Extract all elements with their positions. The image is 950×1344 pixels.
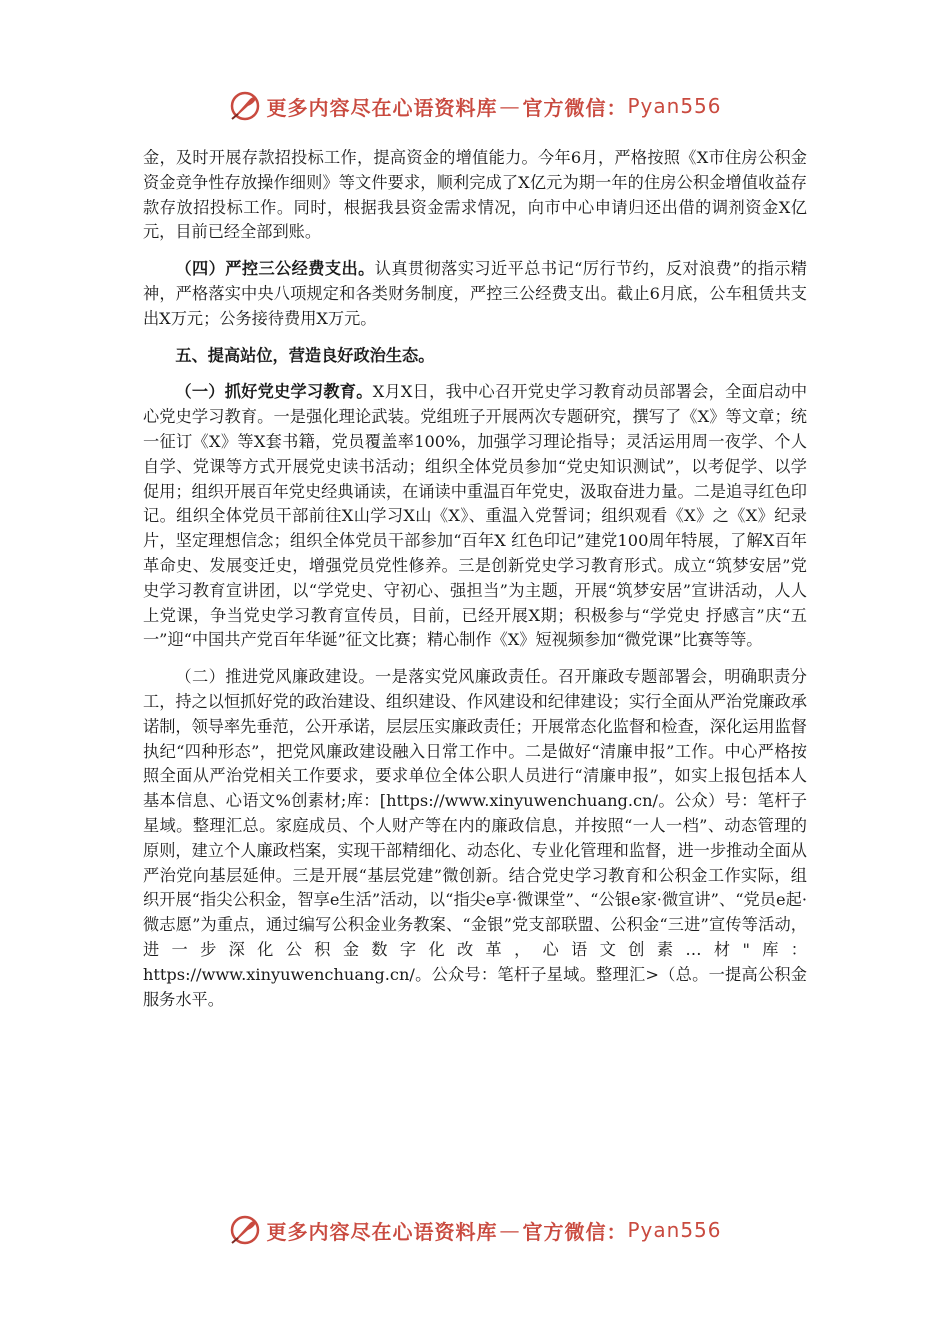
paragraph-heading: （四）严控三公经费支出。 [175,259,375,279]
paragraph-text: 认真贯彻落实习近平总书记“厉行节约，反对浪费”的指示精神，严格落实中央八项规定和各类财务制度，严控三公经费支出。截止6月底，公车租赁共支出X万元；公务接待费用X万元。 [143,259,807,328]
banner-wechat-id: Pyan556 [627,94,722,118]
footer-watermark-banner [0,1210,950,1250]
section-heading: 五、提高站位，营造良好政治生态。 [175,345,435,365]
banner-wechat-label: 官方微信： [522,1219,628,1244]
header-watermark-banner [0,86,950,126]
paragraph-heading: （一）抓好党史学习教育。 [175,382,373,402]
paragraph-party-history [143,380,807,653]
document-body [143,146,807,1024]
banner-wechat-id: Pyan556 [627,1218,722,1242]
banner-title: 更多内容尽在心语资料库 [266,95,498,120]
quill-logo-icon [228,1213,262,1247]
banner-title: 更多内容尽在心语资料库 [266,1219,498,1244]
paragraph-expenses [143,257,807,331]
banner-separator: — [499,94,521,118]
quill-logo-icon [228,89,262,123]
paragraph-text: X月X日，我中心召开党史学习教育动员部署会，全面启动中心党史学习教育。一是强化理论武装。党组班子开展两次专题研究，撰写了《X》等文章；统一征订《X》等X套书籍，党员覆盖率100%，加强学习理论指导；灵活运用周一夜学、个人自学、党课等方式开展党史读书活动；组织全体党员参加“党史知识测试”，以考促学、以学促用；组织开展百年党史经典诵读，在诵读中重温百年党史，汲取奋进力量。二是追寻红色印记。组织全体党员干部前往X山学习X山《X》、重温入党誓词；组织观看《X》之《X》纪录片，坚定理想信念；组织全体党员干部参加“百年X 红色印记”建党100周年特展，了解X百年革命史、发展变迁史，增强党员党性修养。三是创新党史学习教育形式。成立“筑梦安居”党史学习教育宣讲团，以“学党史、守初心、强担当”为主题，开展“筑梦安居”宣讲活动，人人上党课，争当党史学习教育宣传员，目前，已经开展X期；积极参与“学党史 抒感言”庆“五一”迎“中国共产党百年华诞”征文比赛；精心制作《X》短视频参加“微党课”比赛等等。 [143,382,808,650]
banner-separator: — [499,1218,521,1242]
paragraph-deposit: 金，及时开展存款招投标工作，提高资金的增值能力。今年6月，严格按照《X市住房公积金资金竞争性存放操作细则》等文件要求，顺利完成了X亿元为期一年的住房公积金增值收益存款存放招投标工作。同时，根据我县资金需求情况，向市中心申请归还出借的调剂资金X亿元，目前已经全部到账。 [143,148,807,242]
paragraph-integrity: （二）推进党风廉政建设。一是落实党风廉政责任。召开廉政专题部署会，明确职责分工，持之以恒抓好党的政治建设、组织建设、作风建设和纪律建设；实行全面从严治党廉政承诺制，领导率先垂范，公开承诺，层层压实廉政责任；开展常态化监督和检查，深化运用监督执纪“四种形态”，把党风廉政建设融入日常工作中。二是做好“清廉申报”工作。中心严格按照全面从严治党相关工作要求，要求单位全体公职人员进行“清廉申报”，如实上报包括本人基本信息、心语文%创素材;库：[https://www.xinyuwenchuang.cn/。公众）号：笔杆子星域。整理汇总。家庭成员、个人财产等在内的廉政信息，并按照“一人一档”、动态管理的原则，建立个人廉政档案，实现干部精细化、动态化、专业化管理和监督，进一步推动全面从严治党向基层延伸。三是开展“基层党建”微创新。结合党史学习教育和公积金工作实际，组织开展“指尖公积金，智享e生活”活动，以“指尖e享·微课堂”、“公银e家·微宣讲”、“党员e起·微志愿”为重点，通过编写公积金业务教案、“金银”党支部联盟、公积金“三进”宣传等活动，进一步深化公积金数字化改革，心语文创素…材"库：https://www.xinyuwenchuang.cn/。公众号：笔杆子星域。整理汇>（总。一提高公积金服务水平。 [143,667,807,1009]
banner-wechat-label: 官方微信： [522,95,628,120]
